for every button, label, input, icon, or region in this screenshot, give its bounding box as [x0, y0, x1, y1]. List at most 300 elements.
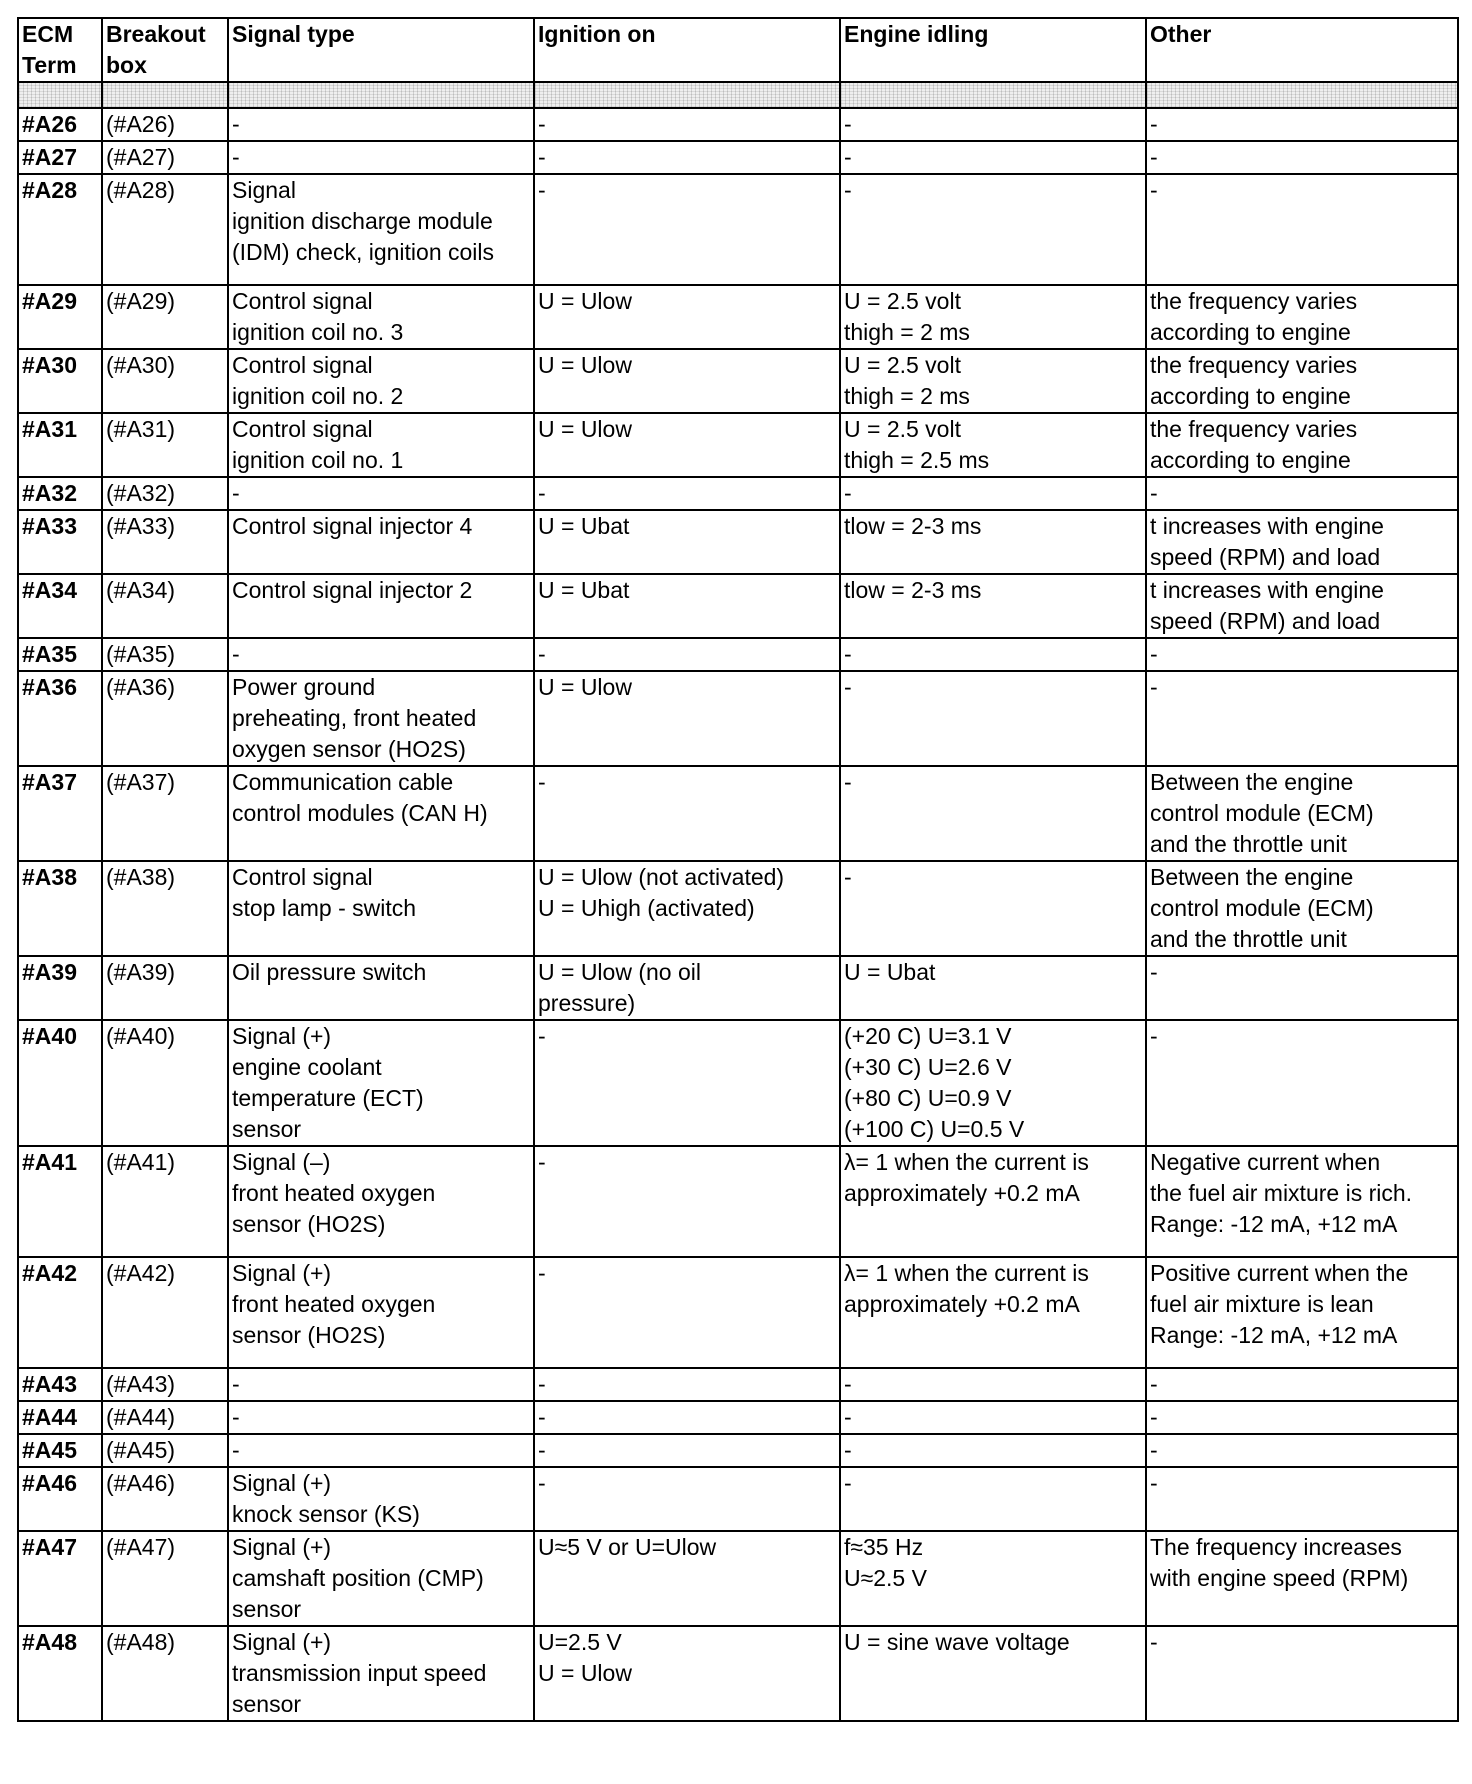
cell-line: Range: -12 mA, +12 mA	[1150, 1322, 1398, 1348]
cell-ignition-on	[534, 1257, 840, 1368]
cell-line: -	[538, 1260, 546, 1286]
cell-breakout-box: (#A41)	[102, 1146, 228, 1257]
cell-other	[1146, 510, 1458, 574]
cell-other	[1146, 1257, 1458, 1368]
cell-ecm-term: #A33	[18, 510, 102, 574]
cell-line: Communication cable	[232, 769, 454, 795]
cell-ignition-on	[534, 413, 840, 477]
cell-engine-idling	[840, 1531, 1146, 1626]
cell-line: -	[1150, 1371, 1158, 1397]
cell-engine-idling	[840, 349, 1146, 413]
cell-other	[1146, 1146, 1458, 1257]
cell-ecm-term: #A34	[18, 574, 102, 638]
cell-line: according to engine	[1150, 447, 1351, 473]
table-row	[18, 141, 1458, 174]
cell-ignition-on	[534, 1020, 840, 1146]
cell-line: Signal (+)	[232, 1023, 332, 1049]
cell-engine-idling	[840, 861, 1146, 956]
cell-signal-type	[228, 1257, 534, 1368]
cell-line: -	[538, 144, 546, 170]
cell-breakout-box: (#A48)	[102, 1626, 228, 1721]
cell-line: sensor (HO2S)	[232, 1211, 386, 1237]
cell-engine-idling	[840, 1467, 1146, 1531]
cell-line: sensor	[232, 1691, 302, 1717]
cell-line: -	[1150, 1437, 1158, 1463]
cell-line: Signal (+)	[232, 1534, 332, 1560]
table-row	[18, 638, 1458, 671]
cell-line: -	[538, 1404, 546, 1430]
cell-other	[1146, 574, 1458, 638]
cell-other	[1146, 638, 1458, 671]
cell-line: (+30 C) U=2.6 V	[844, 1054, 1012, 1080]
cell-line: Control signal	[232, 416, 373, 442]
cell-signal-type	[228, 1020, 534, 1146]
cell-line: -	[844, 641, 852, 667]
cell-line: U = Ulow	[538, 288, 632, 314]
cell-signal-type	[228, 141, 534, 174]
cell-line: camshaft position (CMP)	[232, 1565, 484, 1591]
cell-line: Positive current when the	[1150, 1260, 1409, 1286]
table-row	[18, 861, 1458, 956]
cell-signal-type	[228, 1434, 534, 1467]
cell-engine-idling	[840, 477, 1146, 510]
cell-line: Negative current when	[1150, 1149, 1381, 1175]
cell-ecm-term: #A45	[18, 1434, 102, 1467]
cell-engine-idling	[840, 1626, 1146, 1721]
noise-cell	[1146, 82, 1458, 108]
cell-line: pressure)	[538, 990, 636, 1016]
cell-line: and the throttle unit	[1150, 926, 1347, 952]
cell-line: -	[844, 111, 852, 137]
cell-line: -	[1150, 641, 1158, 667]
cell-line: -	[844, 1371, 852, 1397]
cell-line: control module (ECM)	[1150, 800, 1374, 826]
cell-ecm-term: #A32	[18, 477, 102, 510]
cell-engine-idling	[840, 108, 1146, 141]
cell-ecm-term: #A38	[18, 861, 102, 956]
cell-signal-type	[228, 108, 534, 141]
header-breakout-box	[102, 18, 228, 82]
cell-line: -	[1150, 674, 1158, 700]
cell-engine-idling	[840, 1401, 1146, 1434]
cell-ignition-on	[534, 574, 840, 638]
cell-line: f≈35 Hz	[844, 1534, 924, 1560]
cell-line: sensor	[232, 1596, 302, 1622]
cell-breakout-box: (#A34)	[102, 574, 228, 638]
cell-breakout-box: (#A31)	[102, 413, 228, 477]
cell-line: -	[538, 1149, 546, 1175]
cell-line: U = Ulow	[538, 352, 632, 378]
cell-signal-type	[228, 477, 534, 510]
cell-other	[1146, 141, 1458, 174]
cell-line: U = Uhigh (activated)	[538, 895, 755, 921]
cell-ignition-on	[534, 861, 840, 956]
cell-line: U = 2.5 volt	[844, 416, 961, 442]
cell-line: -	[232, 1437, 240, 1463]
cell-line: -	[1150, 1629, 1158, 1655]
cell-ecm-term: #A37	[18, 766, 102, 861]
cell-line: -	[844, 177, 852, 203]
cell-breakout-box: (#A43)	[102, 1368, 228, 1401]
cell-other	[1146, 1434, 1458, 1467]
cell-line: -	[1150, 177, 1158, 203]
cell-line: -	[538, 111, 546, 137]
cell-line: with engine speed (RPM)	[1150, 1565, 1409, 1591]
cell-breakout-box: (#A40)	[102, 1020, 228, 1146]
cell-line: λ= 1 when the current is	[844, 1260, 1089, 1286]
cell-signal-type	[228, 956, 534, 1020]
cell-signal-type	[228, 1401, 534, 1434]
cell-other	[1146, 349, 1458, 413]
cell-line: according to engine	[1150, 383, 1351, 409]
cell-line: -	[1150, 959, 1158, 985]
cell-line: Control signal	[232, 288, 373, 314]
cell-line: λ= 1 when the current is	[844, 1149, 1089, 1175]
table-row	[18, 671, 1458, 766]
cell-line: sensor (HO2S)	[232, 1322, 386, 1348]
cell-engine-idling	[840, 956, 1146, 1020]
cell-engine-idling	[840, 671, 1146, 766]
table-row	[18, 574, 1458, 638]
cell-ignition-on	[534, 1626, 840, 1721]
cell-ecm-term: #A40	[18, 1020, 102, 1146]
cell-line: U = Ulow (no oil	[538, 959, 701, 985]
cell-breakout-box: (#A35)	[102, 638, 228, 671]
cell-line: ignition coil no. 1	[232, 447, 404, 473]
cell-line: knock sensor (KS)	[232, 1501, 420, 1527]
cell-line: tlow = 2-3 ms	[844, 577, 982, 603]
table-row	[18, 413, 1458, 477]
cell-breakout-box: (#A38)	[102, 861, 228, 956]
cell-line: the frequency varies	[1150, 288, 1358, 314]
cell-line: Control signal	[232, 864, 373, 890]
cell-breakout-box: (#A46)	[102, 1467, 228, 1531]
cell-line: the frequency varies	[1150, 352, 1358, 378]
cell-ignition-on	[534, 285, 840, 349]
cell-signal-type	[228, 1626, 534, 1721]
cell-line: control module (ECM)	[1150, 895, 1374, 921]
cell-ecm-term: #A30	[18, 349, 102, 413]
cell-line: U = 2.5 volt	[844, 288, 961, 314]
cell-ignition-on	[534, 1401, 840, 1434]
table-row	[18, 1401, 1458, 1434]
cell-other	[1146, 174, 1458, 285]
cell-line: (+80 C) U=0.9 V	[844, 1085, 1012, 1111]
cell-line: ignition discharge module	[232, 208, 493, 234]
cell-breakout-box: (#A32)	[102, 477, 228, 510]
cell-breakout-box: (#A37)	[102, 766, 228, 861]
cell-ecm-term: #A42	[18, 1257, 102, 1368]
cell-signal-type	[228, 671, 534, 766]
noise-cell	[228, 82, 534, 108]
cell-line: Signal	[232, 177, 296, 203]
noise-cell	[840, 82, 1146, 108]
cell-line: Signal (+)	[232, 1260, 332, 1286]
cell-other	[1146, 108, 1458, 141]
header-ignition-on: Ignition on	[534, 18, 840, 82]
cell-line: U = sine wave voltage	[844, 1629, 1070, 1655]
cell-ecm-term: #A29	[18, 285, 102, 349]
cell-line: the frequency varies	[1150, 416, 1358, 442]
cell-line: -	[232, 480, 240, 506]
cell-other	[1146, 1401, 1458, 1434]
cell-line: t increases with engine	[1150, 577, 1384, 603]
cell-line: -	[844, 674, 852, 700]
cell-breakout-box: (#A39)	[102, 956, 228, 1020]
cell-ignition-on	[534, 108, 840, 141]
table-row	[18, 1467, 1458, 1531]
cell-line: U≈5 V or U=Ulow	[538, 1534, 717, 1560]
cell-line: fuel air mixture is lean	[1150, 1291, 1374, 1317]
cell-line: (IDM) check, ignition coils	[232, 239, 495, 265]
cell-ignition-on	[534, 1146, 840, 1257]
cell-ecm-term: #A41	[18, 1146, 102, 1257]
cell-signal-type	[228, 349, 534, 413]
table-row	[18, 108, 1458, 141]
cell-ignition-on	[534, 1467, 840, 1531]
cell-ignition-on	[534, 510, 840, 574]
table-row	[18, 477, 1458, 510]
cell-line: -	[844, 1404, 852, 1430]
cell-line: thigh = 2 ms	[844, 383, 970, 409]
cell-line: -	[232, 641, 240, 667]
table-header-row	[18, 18, 1458, 82]
cell-engine-idling	[840, 510, 1146, 574]
table-row	[18, 956, 1458, 1020]
cell-other	[1146, 1531, 1458, 1626]
ecm-terminal-table	[17, 17, 1459, 1722]
cell-line: -	[538, 641, 546, 667]
cell-line: speed (RPM) and load	[1150, 544, 1381, 570]
table-row	[18, 1257, 1458, 1368]
cell-line: -	[1150, 1404, 1158, 1430]
cell-line: the fuel air mixture is rich.	[1150, 1180, 1413, 1206]
cell-ignition-on	[534, 174, 840, 285]
cell-breakout-box: (#A30)	[102, 349, 228, 413]
cell-line: U=2.5 V	[538, 1629, 622, 1655]
cell-breakout-box: (#A47)	[102, 1531, 228, 1626]
cell-line: speed (RPM) and load	[1150, 608, 1381, 634]
cell-ignition-on	[534, 766, 840, 861]
table-row	[18, 285, 1458, 349]
cell-line: transmission input speed	[232, 1660, 487, 1686]
cell-line: U = Ubat	[844, 959, 936, 985]
cell-ignition-on	[534, 349, 840, 413]
cell-ecm-term: #A28	[18, 174, 102, 285]
table-row	[18, 510, 1458, 574]
header-line: Term	[22, 52, 77, 78]
table-row	[18, 1368, 1458, 1401]
cell-other	[1146, 1368, 1458, 1401]
cell-other	[1146, 1467, 1458, 1531]
cell-ignition-on	[534, 1531, 840, 1626]
cell-other	[1146, 766, 1458, 861]
cell-line: -	[538, 769, 546, 795]
cell-line: stop lamp - switch	[232, 895, 417, 921]
cell-line: -	[232, 1404, 240, 1430]
cell-ignition-on	[534, 1434, 840, 1467]
cell-breakout-box: (#A44)	[102, 1401, 228, 1434]
table-row	[18, 1434, 1458, 1467]
cell-engine-idling	[840, 638, 1146, 671]
cell-line: -	[232, 144, 240, 170]
cell-line: engine coolant	[232, 1054, 382, 1080]
cell-breakout-box: (#A29)	[102, 285, 228, 349]
cell-signal-type	[228, 861, 534, 956]
cell-breakout-box: (#A28)	[102, 174, 228, 285]
cell-engine-idling	[840, 766, 1146, 861]
cell-ecm-term: #A48	[18, 1626, 102, 1721]
cell-line: U = Ulow	[538, 416, 632, 442]
cell-signal-type	[228, 285, 534, 349]
cell-line: Signal (–)	[232, 1149, 331, 1175]
cell-line: -	[538, 1437, 546, 1463]
cell-line: U = Ulow	[538, 674, 632, 700]
cell-line: front heated oxygen	[232, 1180, 436, 1206]
cell-line: ignition coil no. 2	[232, 383, 404, 409]
header-engine-idling: Engine idling	[840, 18, 1146, 82]
cell-line: -	[538, 480, 546, 506]
cell-line: Range: -12 mA, +12 mA	[1150, 1211, 1398, 1237]
table-row	[18, 349, 1458, 413]
header-other: Other	[1146, 18, 1458, 82]
cell-line: preheating, front heated	[232, 705, 477, 731]
cell-line: -	[1150, 1470, 1158, 1496]
cell-ecm-term: #A39	[18, 956, 102, 1020]
table-row	[18, 174, 1458, 285]
cell-engine-idling	[840, 1146, 1146, 1257]
cell-ignition-on	[534, 671, 840, 766]
cell-ecm-term: #A47	[18, 1531, 102, 1626]
noise-cell	[18, 82, 102, 108]
table-row	[18, 1020, 1458, 1146]
cell-line: U = Ulow	[538, 1660, 632, 1686]
cell-signal-type	[228, 1531, 534, 1626]
cell-line: -	[1150, 1023, 1158, 1049]
cell-other	[1146, 477, 1458, 510]
cell-signal-type	[228, 574, 534, 638]
cell-ecm-term: #A44	[18, 1401, 102, 1434]
cell-engine-idling	[840, 1368, 1146, 1401]
cell-line: -	[844, 1437, 852, 1463]
cell-signal-type	[228, 413, 534, 477]
cell-line: t increases with engine	[1150, 513, 1384, 539]
cell-line: according to engine	[1150, 319, 1351, 345]
cell-line: approximately +0.2 mA	[844, 1180, 1080, 1206]
cell-line: -	[538, 1470, 546, 1496]
cell-other	[1146, 1020, 1458, 1146]
cell-engine-idling	[840, 1020, 1146, 1146]
cell-line: Power ground	[232, 674, 376, 700]
cell-line: temperature (ECT)	[232, 1085, 424, 1111]
cell-signal-type	[228, 1467, 534, 1531]
cell-line: -	[1150, 144, 1158, 170]
cell-line: -	[844, 144, 852, 170]
cell-line: U≈2.5 V	[844, 1565, 927, 1591]
header-ecm-term	[18, 18, 102, 82]
cell-line: Control signal injector 2	[232, 577, 473, 603]
cell-ecm-term: #A35	[18, 638, 102, 671]
cell-line: U = Ulow (not activated)	[538, 864, 785, 890]
cell-line: -	[844, 1470, 852, 1496]
cell-line: (+20 C) U=3.1 V	[844, 1023, 1012, 1049]
table-row	[18, 1626, 1458, 1721]
cell-line: thigh = 2.5 ms	[844, 447, 990, 473]
cell-other	[1146, 861, 1458, 956]
cell-breakout-box: (#A26)	[102, 108, 228, 141]
cell-line: Control signal injector 4	[232, 513, 473, 539]
cell-line: -	[844, 480, 852, 506]
cell-line: U = 2.5 volt	[844, 352, 961, 378]
cell-engine-idling	[840, 413, 1146, 477]
cell-line: Between the engine	[1150, 769, 1354, 795]
cell-ignition-on	[534, 956, 840, 1020]
cell-breakout-box: (#A27)	[102, 141, 228, 174]
cell-line: -	[232, 1371, 240, 1397]
cell-line: Signal (+)	[232, 1470, 332, 1496]
cell-engine-idling	[840, 1257, 1146, 1368]
cell-line: sensor	[232, 1116, 302, 1142]
cell-line: ignition coil no. 3	[232, 319, 404, 345]
cell-line: front heated oxygen	[232, 1291, 436, 1317]
cell-ecm-term: #A27	[18, 141, 102, 174]
cell-line: -	[538, 1371, 546, 1397]
cell-line: approximately +0.2 mA	[844, 1291, 1080, 1317]
cell-line: -	[232, 111, 240, 137]
cell-line: -	[1150, 480, 1158, 506]
cell-engine-idling	[840, 285, 1146, 349]
cell-engine-idling	[840, 141, 1146, 174]
header-line: box	[106, 52, 147, 78]
cell-engine-idling	[840, 1434, 1146, 1467]
cell-line: U = Ubat	[538, 513, 630, 539]
cell-line: thigh = 2 ms	[844, 319, 970, 345]
noise-cell	[534, 82, 840, 108]
table-row	[18, 1146, 1458, 1257]
table-row	[18, 1531, 1458, 1626]
noise-cell	[102, 82, 228, 108]
cell-signal-type	[228, 1146, 534, 1257]
header-line: ECM	[22, 21, 74, 47]
cell-line: Oil pressure switch	[232, 959, 427, 985]
cell-line: control modules (CAN H)	[232, 800, 488, 826]
cell-ecm-term: #A43	[18, 1368, 102, 1401]
cell-engine-idling	[840, 574, 1146, 638]
cell-line: Between the engine	[1150, 864, 1354, 890]
cell-other	[1146, 285, 1458, 349]
cell-breakout-box: (#A42)	[102, 1257, 228, 1368]
cell-breakout-box: (#A45)	[102, 1434, 228, 1467]
cell-breakout-box: (#A33)	[102, 510, 228, 574]
cell-line: The frequency increases	[1150, 1534, 1402, 1560]
cell-signal-type	[228, 638, 534, 671]
cell-ignition-on	[534, 141, 840, 174]
cell-line: tlow = 2-3 ms	[844, 513, 982, 539]
cell-other	[1146, 1626, 1458, 1721]
cell-other	[1146, 956, 1458, 1020]
cell-line: -	[844, 769, 852, 795]
cell-line: Signal (+)	[232, 1629, 332, 1655]
ecm-pinout-page	[17, 17, 1457, 1722]
header-signal-type: Signal type	[228, 18, 534, 82]
cell-ignition-on	[534, 477, 840, 510]
cell-line: U = Ubat	[538, 577, 630, 603]
cell-engine-idling	[840, 174, 1146, 285]
cell-ignition-on	[534, 638, 840, 671]
cell-line: and the throttle unit	[1150, 831, 1347, 857]
cell-signal-type	[228, 766, 534, 861]
cell-line: -	[1150, 111, 1158, 137]
